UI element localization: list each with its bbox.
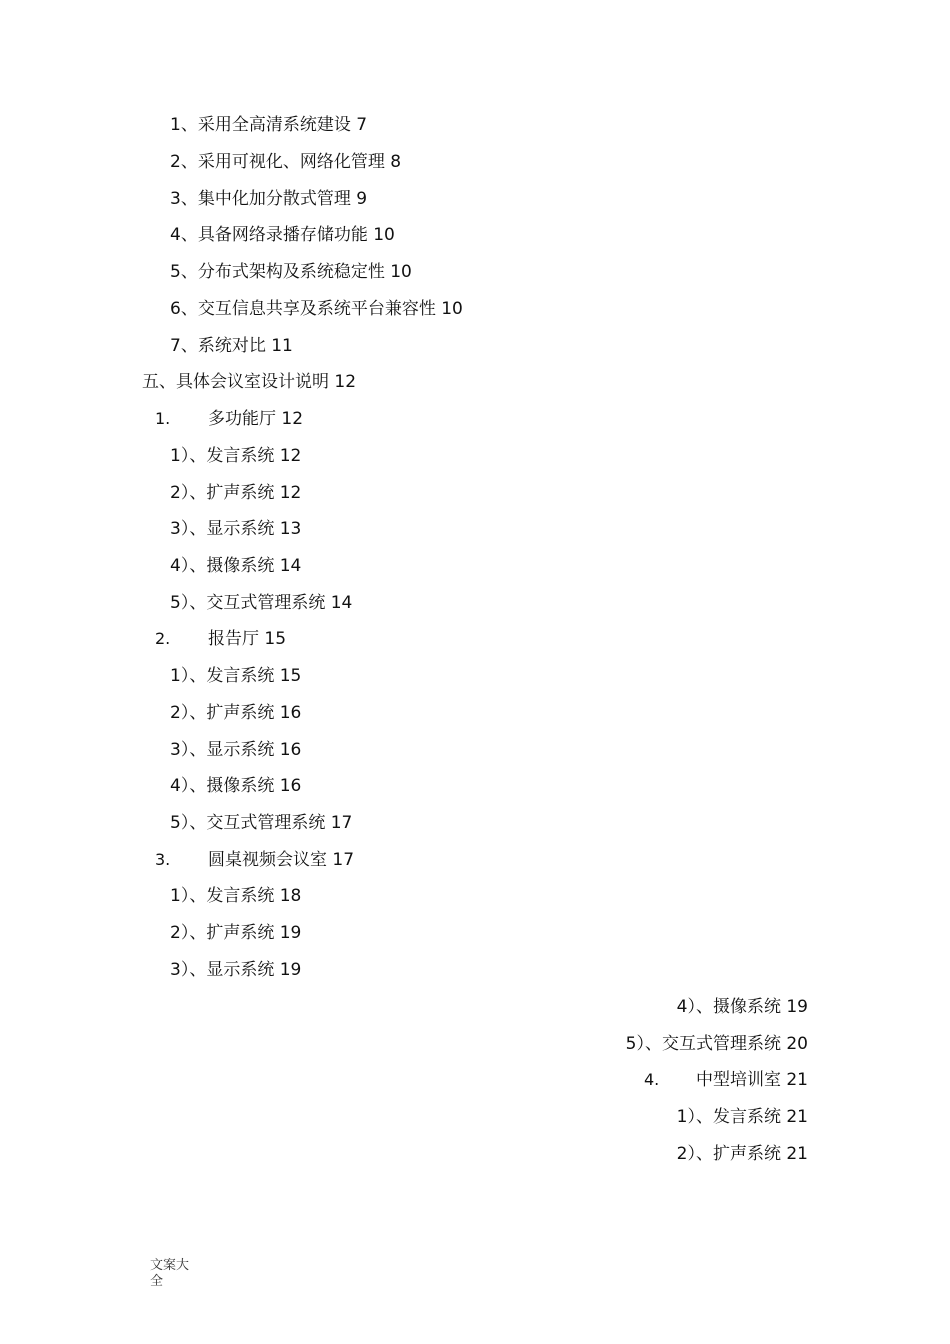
toc-item[interactable]: 4、具备网络录播存储功能 10 [170, 225, 395, 245]
toc-subitem[interactable]: 3）、显示系统 13 [170, 519, 302, 539]
toc-subitem[interactable]: 3）、显示系统 19 [170, 960, 302, 980]
toc-subitem[interactable]: 2）、扩声系统 19 [170, 923, 302, 943]
toc-subitem[interactable]: 3）、显示系统 16 [170, 740, 302, 760]
toc-subitem[interactable]: 4）、摄像系统 14 [170, 556, 302, 576]
page-footer: 文案大全 [150, 1258, 190, 1289]
toc-section-number: 2. [155, 629, 171, 648]
toc-section-number: 4. [643, 1070, 660, 1089]
toc-subitem[interactable]: 4）、摄像系统 16 [170, 776, 302, 796]
toc-section-number: 1. [155, 409, 171, 428]
toc-subitem[interactable]: 1）、发言系统 21 [676, 1107, 808, 1127]
toc-subitem[interactable]: 4）、摄像系统 19 [676, 997, 808, 1017]
toc-item[interactable]: 7、系统对比 11 [170, 336, 293, 356]
toc-subitem[interactable]: 1）、发言系统 18 [170, 886, 302, 906]
toc-section-title[interactable]: 中型培训室 21 [695, 1070, 808, 1090]
toc-section[interactable] [644, 1065, 808, 1095]
toc-section-title[interactable]: 报告厅 15 [208, 629, 287, 649]
toc-item[interactable]: 2、采用可视化、网络化管理 8 [170, 152, 402, 172]
toc-item[interactable]: 3、集中化加分散式管理 9 [170, 189, 368, 209]
toc-subitem[interactable]: 2）、扩声系统 12 [170, 483, 302, 503]
toc-subitem[interactable]: 5）、交互式管理系统 17 [170, 813, 353, 833]
toc-subitem[interactable]: 2）、扩声系统 16 [170, 703, 302, 723]
toc-item[interactable]: 1、采用全高清系统建设 7 [170, 115, 368, 135]
toc-section-title[interactable]: 圆桌视频会议室 17 [208, 850, 355, 870]
toc-section-number: 3. [155, 850, 171, 869]
toc-subitem[interactable]: 1）、发言系统 12 [170, 446, 302, 466]
toc-subitem[interactable]: 5）、交互式管理系统 20 [625, 1034, 808, 1054]
toc-subitem[interactable]: 2）、扩声系统 21 [676, 1144, 808, 1164]
toc-chapter[interactable]: 五、具体会议室设计说明 12 [142, 372, 357, 392]
toc-section-title[interactable]: 多功能厅 12 [208, 409, 304, 429]
toc-item[interactable]: 5、分布式架构及系统稳定性 10 [170, 262, 412, 282]
toc-item[interactable]: 6、交互信息共享及系统平台兼容性 10 [170, 299, 463, 319]
toc-subitem[interactable]: 5）、交互式管理系统 14 [170, 593, 353, 613]
toc-subitem[interactable]: 1）、发言系统 15 [170, 666, 302, 686]
